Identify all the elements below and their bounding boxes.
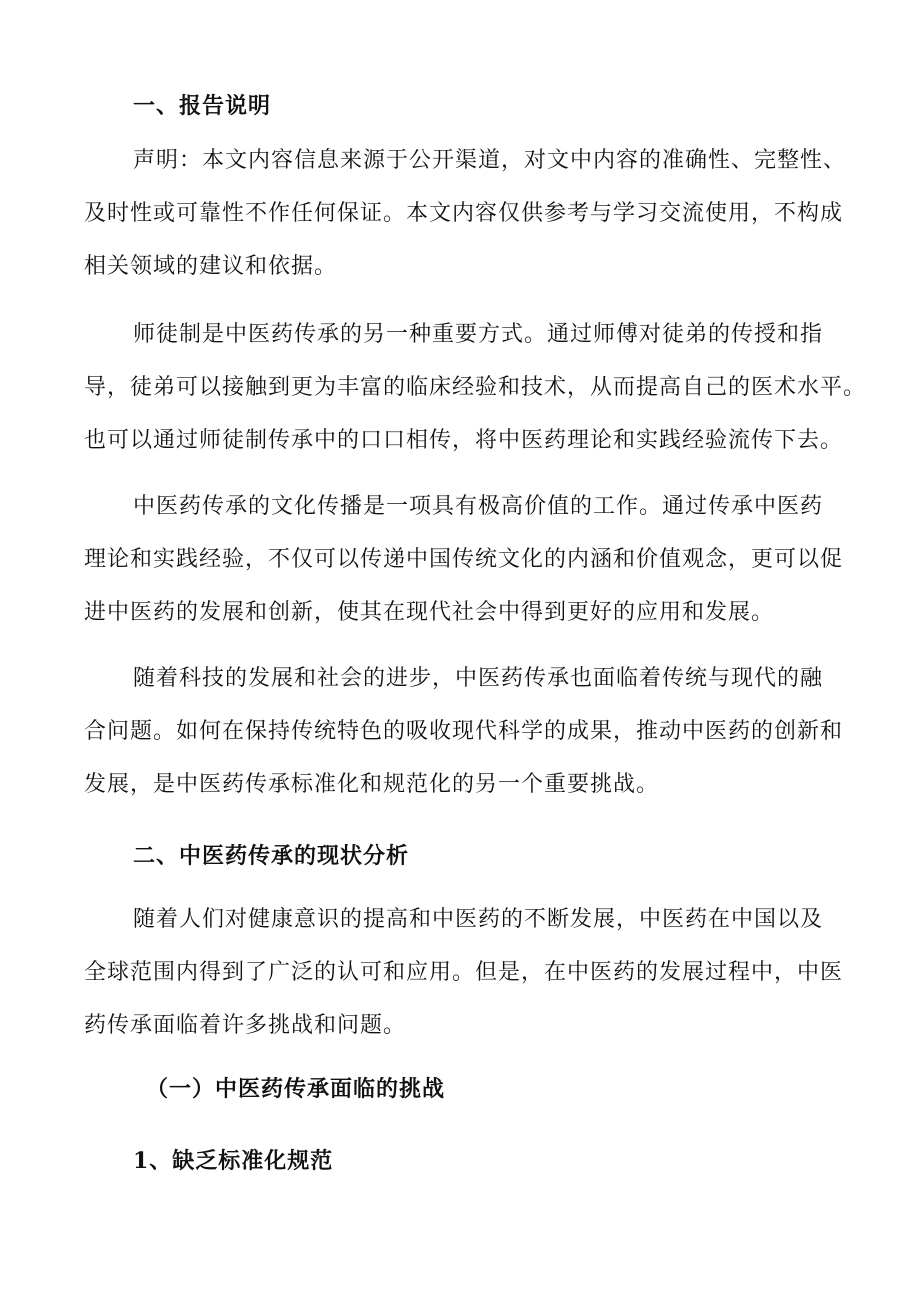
section-2-heading: 二、中医药传承的现状分析 [133,843,410,869]
text-line: 理论和实践经验，不仅可以传递中国传统文化的内涵和价值观念，更可以促 [84,547,844,572]
text-line: 进中医药的发展和创新，使其在现代社会中得到更好的应用和发展。 [84,600,775,625]
text-line: 合问题。如何在保持传统特色的吸收现代科学的成果，推动中医药的创新和 [84,719,844,744]
section-1-heading: 一、报告说明 [133,93,272,119]
text-line: 也可以通过师徒制传承中的口口相传，将中医药理论和实践经验流传下去。 [84,428,844,453]
text-line: 中医药传承的文化传播是一项具有极高价值的工作。通过传承中医药 [133,494,824,519]
item-heading: 1、缺乏标准化规范 [133,1148,334,1174]
modernization-paragraph [84,652,849,811]
text-line: 相关领域的建议和依据。 [84,254,338,279]
status-paragraph [84,893,849,1052]
text-line: 药传承面临着许多挑战和问题。 [84,1013,407,1038]
culture-paragraph [84,480,849,639]
text-line: 及时性或可靠性不作任何保证。本文内容仅供参考与学习交流使用，不构成 [84,201,844,226]
disclaimer-paragraph [84,134,849,293]
text-line: 随着科技的发展和社会的进步，中医药传承也面临着传统与现代的融 [133,666,824,691]
text-line: 师徒制是中医药传承的另一种重要方式。通过师傅对徒弟的传授和指 [133,322,824,347]
text-line: 导，徒弟可以接触到更为丰富的临床经验和技术，从而提高自己的医术水平。 [84,375,867,400]
text-line: 随着人们对健康意识的提高和中医药的不断发展，中医药在中国以及 [133,907,824,932]
mentorship-paragraph [84,308,867,467]
subsection-heading: （一）中医药传承面临的挑战 [146,1076,446,1102]
text-line: 全球范围内得到了广泛的认可和应用。但是，在中医药的发展过程中，中医 [84,960,844,985]
text-line: 声明：本文内容信息来源于公开渠道，对文中内容的准确性、完整性、 [133,148,847,173]
text-line: 发展，是中医药传承标准化和规范化的另一个重要挑战。 [84,772,660,797]
